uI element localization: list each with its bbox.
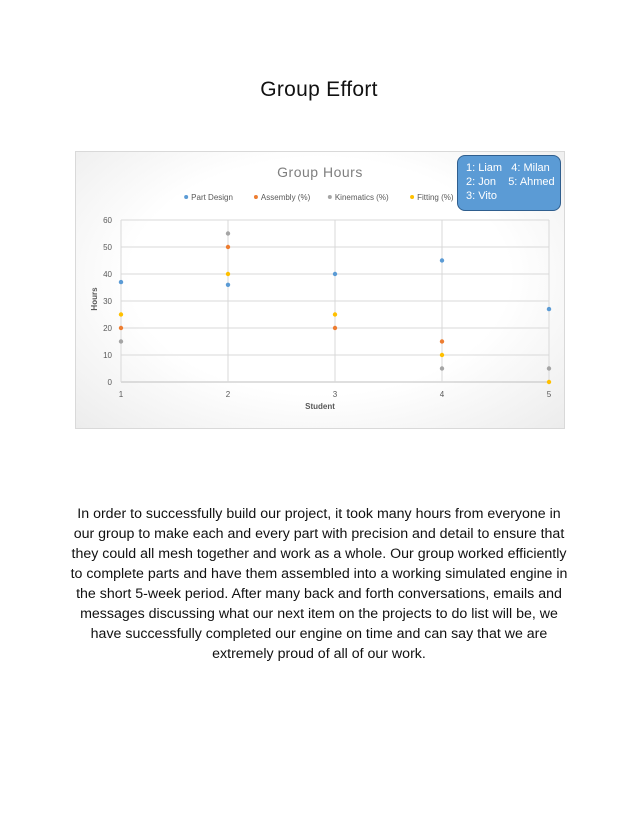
data-point xyxy=(440,366,444,370)
y-tick-label: 60 xyxy=(103,216,112,225)
legend-label: Fitting (%) xyxy=(417,193,454,202)
legend-label: Kinematics (%) xyxy=(334,193,389,202)
student-key-line: 2: Jon 5: Ahmed xyxy=(466,176,555,188)
y-tick-label: 50 xyxy=(103,243,112,252)
x-tick-label: 5 xyxy=(546,390,552,399)
data-point xyxy=(440,258,444,262)
data-point xyxy=(226,231,230,235)
student-key-line: 1: Liam 4: Milan xyxy=(466,162,550,174)
data-point xyxy=(333,326,337,330)
data-point xyxy=(119,339,123,343)
chart-legend xyxy=(184,193,454,202)
x-tick-label: 3 xyxy=(332,390,338,399)
legend-marker xyxy=(328,195,332,199)
data-point xyxy=(547,380,551,384)
data-point xyxy=(226,272,230,276)
legend-marker xyxy=(410,195,414,199)
axes xyxy=(103,216,552,399)
data-point xyxy=(440,353,444,357)
student-key-box xyxy=(457,155,561,211)
gridlines xyxy=(121,220,549,382)
legend-marker xyxy=(184,195,188,199)
y-tick-label: 20 xyxy=(103,324,112,333)
data-point xyxy=(333,272,337,276)
chart-title: Group Hours xyxy=(277,164,363,180)
page-title: Group Effort xyxy=(260,78,378,101)
y-axis-title: Hours xyxy=(90,287,99,311)
data-point xyxy=(119,280,123,284)
data-point xyxy=(547,366,551,370)
y-tick-label: 10 xyxy=(103,351,112,360)
x-tick-label: 1 xyxy=(118,390,124,399)
data-point xyxy=(119,312,123,316)
body-paragraph: In order to successfully build our project, it took many hours from everyone in our group to make each and every part with precision and detail to ensure that they could all mesh together and work as a whole. Our group worked efficiently to complete parts and have them assembled into a working simulated engine in the short 5-week period. After many back and forth conversations, emails and messages discussing what our next item on the projects to do list will be, we have successfully completed our engine on time and can say that we are extremely proud of all of our work. xyxy=(70,506,568,662)
x-axis-title: Student xyxy=(305,402,335,411)
data-point xyxy=(226,283,230,287)
legend-label: Part Design xyxy=(191,193,233,202)
data-point xyxy=(440,339,444,343)
data-point xyxy=(119,326,123,330)
x-tick-label: 4 xyxy=(439,390,445,399)
y-tick-label: 40 xyxy=(103,270,112,279)
data-point xyxy=(226,245,230,249)
legend-marker xyxy=(254,195,258,199)
student-key-line: 3: Vito xyxy=(466,190,497,202)
x-tick-label: 2 xyxy=(225,390,231,399)
data-point xyxy=(547,307,551,311)
data-point xyxy=(333,312,337,316)
y-tick-label: 0 xyxy=(107,378,112,387)
legend-label: Assembly (%) xyxy=(260,193,311,202)
y-tick-label: 30 xyxy=(103,297,112,306)
